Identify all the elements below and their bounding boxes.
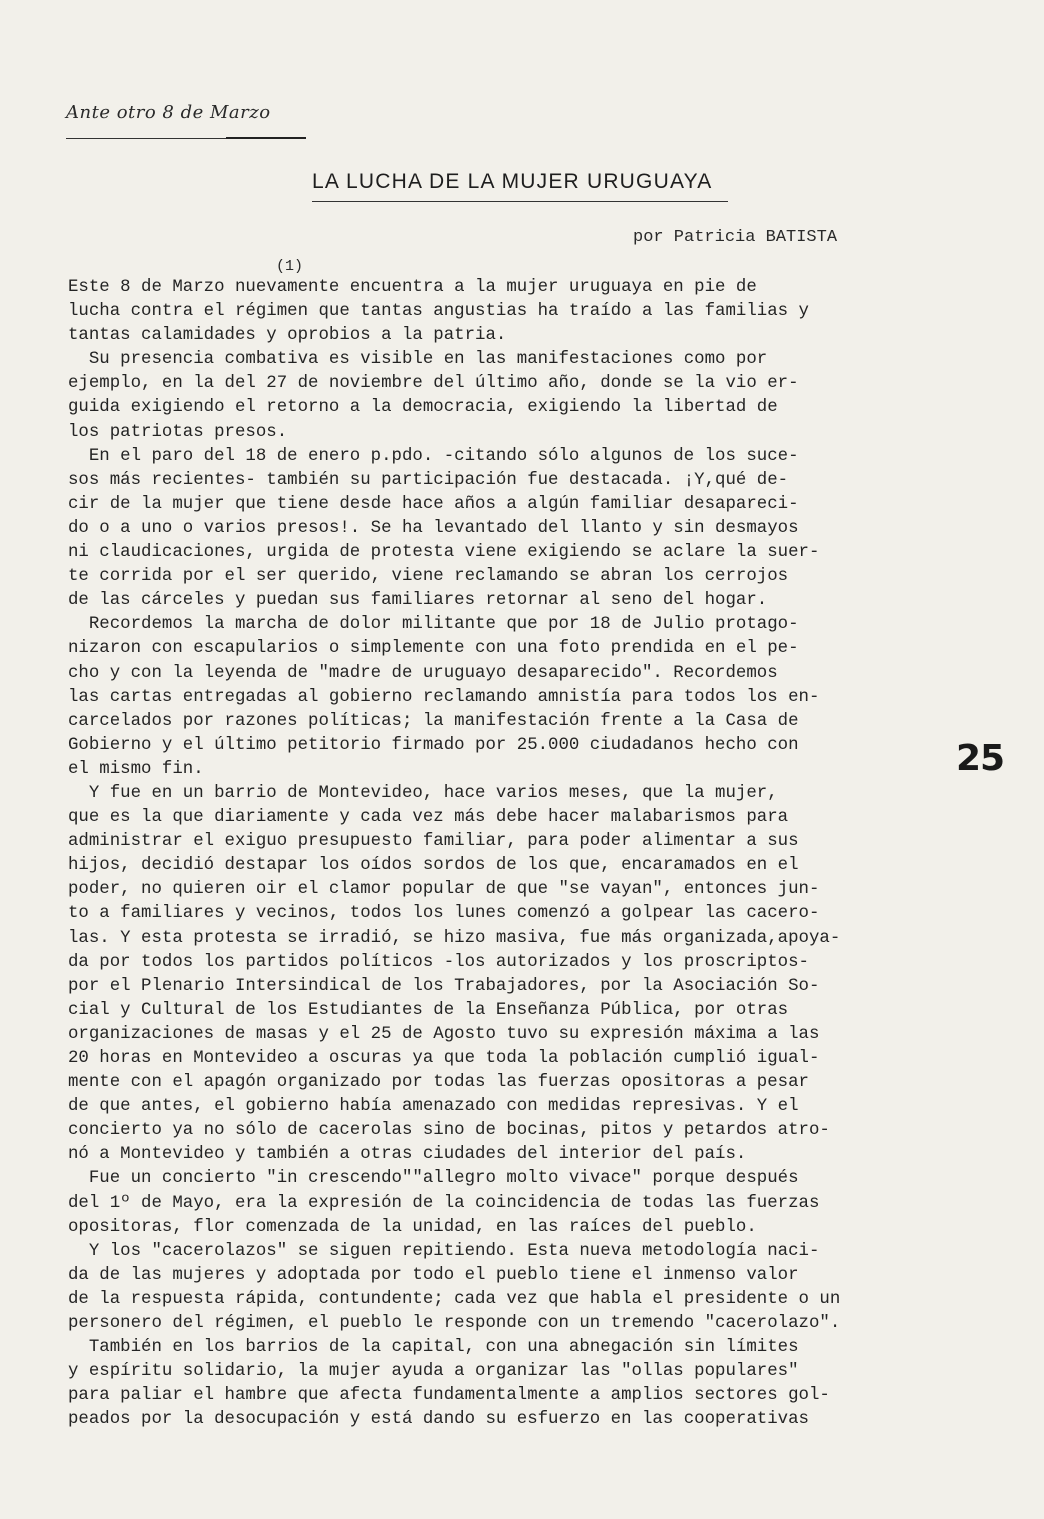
body-line: ni claudicaciones, urgida de protesta viene exigiendo se aclare la suer- (68, 543, 820, 563)
body-line: hijos, decidió destapar los oídos sordos de los que, encaramados en el (68, 856, 799, 876)
body-line: y espíritu solidario, la mujer ayuda a organizar las "ollas populares" (68, 1362, 799, 1382)
body-line: do o a uno o varios presos!. Se ha levantado del llanto y sin desmayos (68, 518, 799, 538)
body-line: nó a Montevideo y también a otras ciudades del interior del país. (68, 1145, 747, 1165)
body-line: administrar el exiguo presupuesto familiar, para poder alimentar a sus (68, 832, 799, 852)
article-title: LA LUCHA DE LA MUJER URUGUAYA (312, 170, 713, 193)
article-body (68, 276, 968, 1433)
body-line: En el paro del 18 de enero p.pdo. -citando sólo algunos de los suce- (68, 446, 799, 466)
body-line: También en los barrios de la capital, con una abnegación sin límites (68, 1338, 799, 1358)
body-line: por el Plenario Intersindical de los Trabajadores, por la Asociación So- (68, 976, 820, 996)
body-line: 20 horas en Montevideo a oscuras ya que toda la población cumplió igual- (68, 1049, 820, 1068)
body-line: poder, no quieren oir el clamor popular de que "se vayan", entonces jun- (68, 880, 820, 900)
title-underline (312, 201, 728, 202)
body-line: Fue un concierto "in crescendo""allegro molto vivace" porque después (68, 1169, 799, 1189)
body-line: da de las mujeres y adoptada por todo el pueblo tiene el inmenso valor (68, 1265, 799, 1285)
body-line: sos más recientes- también su participación fue destacada. ¡Y,qué de- (68, 470, 789, 490)
body-line: las cartas entregadas al gobierno reclamando amnistía para todos los en- (68, 687, 820, 707)
footnote-marker: (1) (276, 258, 304, 275)
body-line: ejemplo, en la del 27 de noviembre del último año, donde se la vio er- (68, 374, 799, 394)
body-line: de la respuesta rápida, contundente; cada vez que habla el presidente o un (68, 1289, 841, 1309)
body-line: to a familiares y vecinos, todos los lunes comenzó a golpear las cacero- (68, 904, 820, 924)
body-line: Y fue en un barrio de Montevideo, hace varios meses, que la mujer, (68, 783, 778, 803)
body-line: del 1º de Mayo, era la expresión de la coincidencia de todas las fuerzas (68, 1193, 820, 1213)
body-line: peados por la desocupación y está dando su esfuerzo en las cooperativas (68, 1410, 809, 1430)
section-header: Ante otro 8 de Marzo (66, 102, 271, 123)
header-rule-accent (226, 137, 306, 139)
body-line: organizaciones de masas y el 25 de Agosto tuvo su expresión máxima a las (68, 1024, 820, 1044)
page-number: 25 (956, 738, 1005, 779)
body-line: mente con el apagón organizado por todas las fuerzas opositoras a pesar (68, 1073, 809, 1093)
body-line: los patriotas presos. (68, 422, 288, 442)
body-line: lucha contra el régimen que tantas angustias ha traído a las familias y (68, 302, 809, 322)
body-line: Su presencia combativa es visible en las manifestaciones como por (68, 350, 768, 370)
body-line: Este 8 de Marzo nuevamente encuentra a la mujer uruguaya en pie de (68, 278, 757, 297)
body-line: Y los "cacerolazos" se siguen repitiendo. Esta nueva metodología naci- (68, 1241, 820, 1261)
body-line: carcelados por razones políticas; la manifestación frente a la Casa de (68, 711, 799, 731)
body-line: de que antes, el gobierno había amenazado con medidas represivas. Y el (68, 1097, 799, 1117)
body-line: te corrida por el ser querido, viene reclamando se abran los cerrojos (68, 567, 789, 587)
body-line: cho y con la leyenda de "madre de uruguayo desaparecido". Recordemos (68, 663, 778, 683)
body-line: cial y Cultural de los Estudiantes de la Enseñanza Pública, por otras (68, 1000, 789, 1020)
body-line: el mismo fin. (68, 759, 204, 779)
body-line: Gobierno y el último petitorio firmado por 25.000 ciudadanos hecho con (68, 735, 799, 755)
body-line: nizaron con escapularios o simplemente con una foto prendida en el pe- (68, 639, 799, 659)
body-line: concierto ya no sólo de cacerolas sino de bocinas, pitos y petardos atro- (68, 1121, 830, 1141)
body-line: da por todos los partidos políticos -los autorizados y los proscriptos- (68, 952, 809, 972)
body-line: las. Y esta protesta se irradió, se hizo masiva, fue más organizada,apoya- (68, 928, 841, 948)
body-line: personero del régimen, el pueblo le responde con un tremendo "cacerolazo". (68, 1314, 841, 1334)
body-line: guida exigiendo el retorno a la democracia, exigiendo la libertad de (68, 398, 778, 418)
body-line: opositoras, flor comenzada de la unidad, en las raíces del pueblo. (68, 1217, 757, 1237)
body-line: Recordemos la marcha de dolor militante que por 18 de Julio protago- (68, 615, 799, 635)
body-line: tantas calamidades y oprobios a la patria. (68, 326, 507, 346)
body-line: que es la que diariamente y cada vez más debe hacer malabarismos para (68, 808, 789, 828)
body-line: de las cárceles y puedan sus familiares retornar al seno del hogar. (68, 591, 768, 611)
body-line: cir de la mujer que tiene desde hace años a algún familiar desapareci- (68, 494, 799, 514)
author-byline: por Patricia BATISTA (633, 228, 838, 247)
body-line: para paliar el hambre que afecta fundamentalmente a amplios sectores gol- (68, 1386, 830, 1406)
